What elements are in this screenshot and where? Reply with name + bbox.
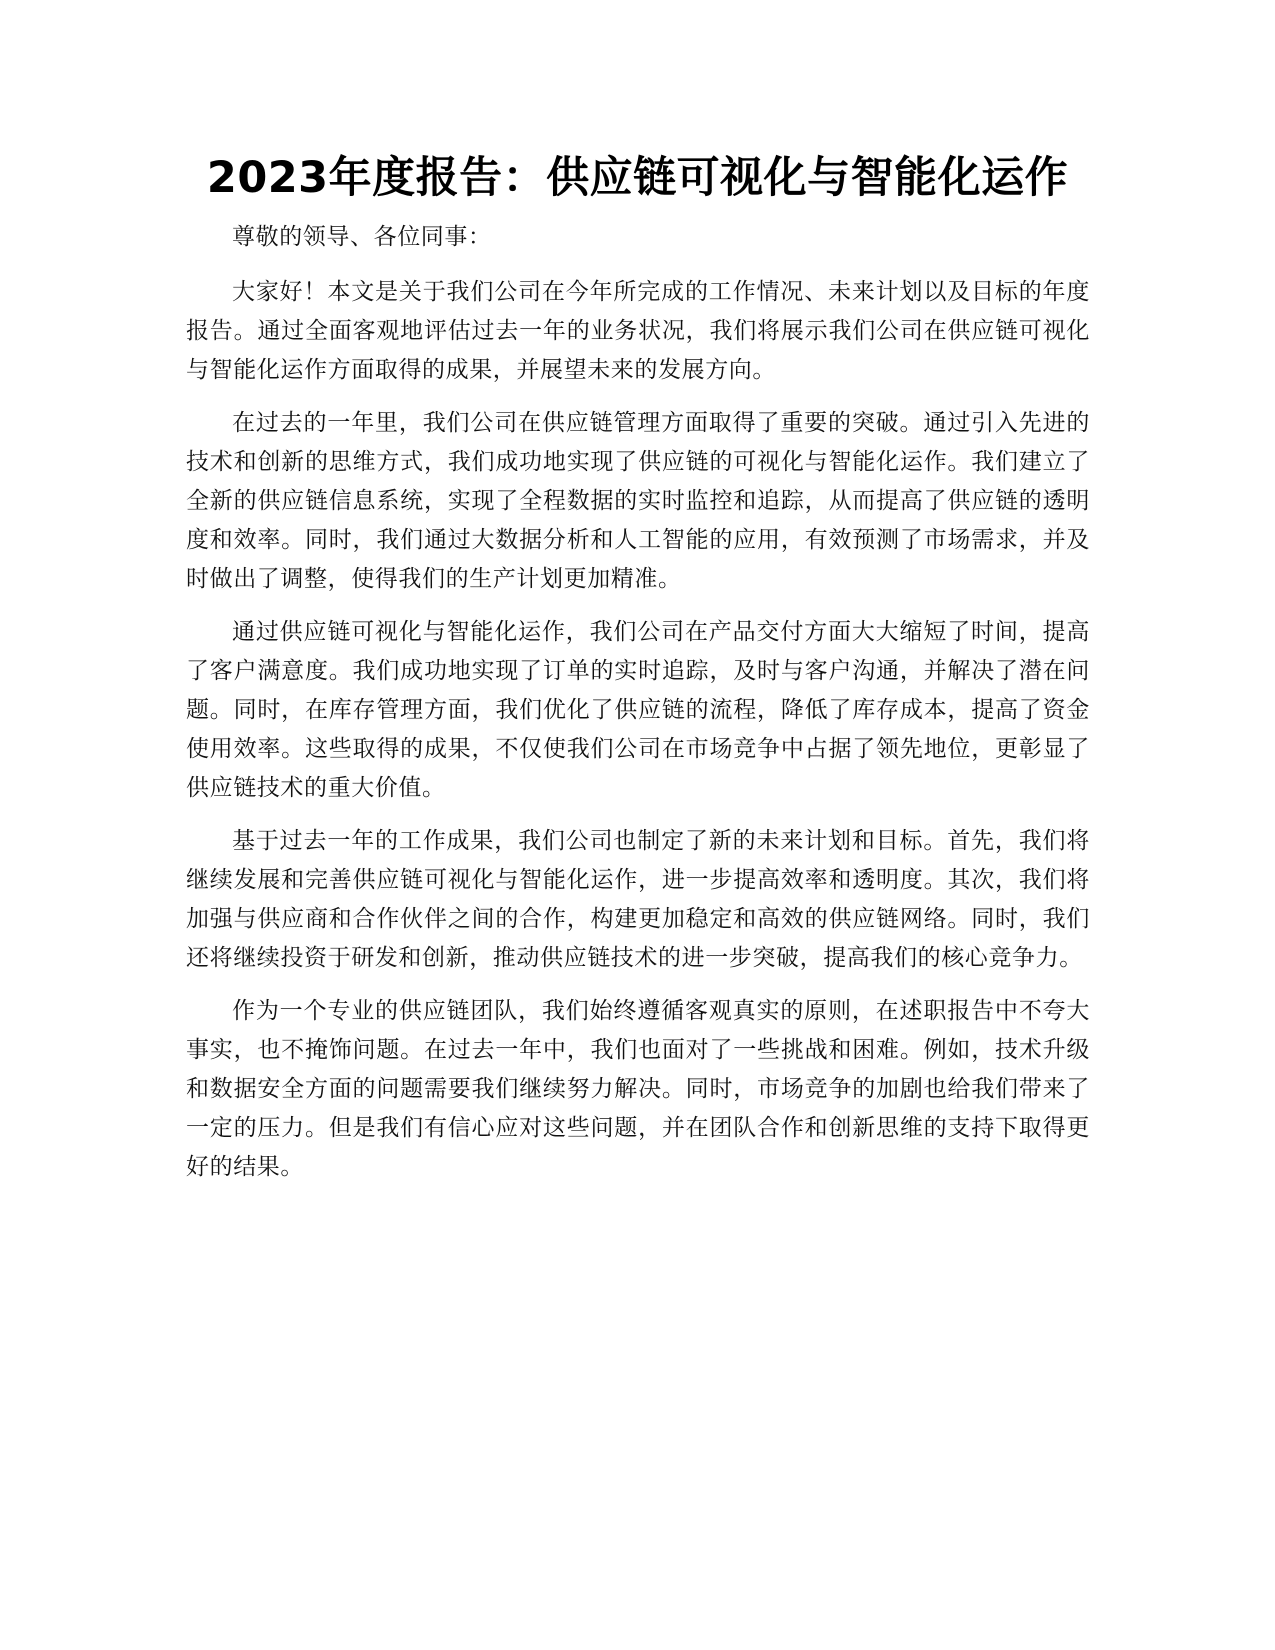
future-plans-paragraph: 基于过去一年的工作成果，我们公司也制定了新的未来计划和目标。首先，我们将继续发展和完善供应链可视化与智能化运作，进一步提高效率和透明度。其次，我们将加强与供应商和合作伙伴之间的合作，构建更加稳定和高效的供应链网络。同时，我们还将继续投资于研发和创新，推动供应链技术的进一步突破，提高我们的核心竞争力。 bbox=[186, 828, 1090, 971]
intro-paragraph: 大家好！本文是关于我们公司在今年所完成的工作情况、未来计划以及目标的年度报告。通过全面客观地评估过去一年的业务状况，我们将展示我们公司在供应链可视化与智能化运作方面取得的成果，并展望未来的发展方向。 bbox=[186, 279, 1090, 383]
results-paragraph: 通过供应链可视化与智能化运作，我们公司在产品交付方面大大缩短了时间，提高了客户满意度。我们成功地实现了订单的实时追踪，及时与客户沟通，并解决了潜在问题。同时，在库存管理方面，我们优化了供应链的流程，降低了库存成本，提高了资金使用效率。这些取得的成果，不仅使我们公司在市场竞争中占据了领先地位，更彰显了供应链技术的重大价值。 bbox=[186, 619, 1090, 801]
document-body bbox=[186, 218, 1090, 1201]
achievements-paragraph: 在过去的一年里，我们公司在供应链管理方面取得了重要的突破。通过引入先进的技术和创新的思维方式，我们成功地实现了供应链的可视化与智能化运作。我们建立了全新的供应链信息系统，实现了全程数据的实时监控和追踪，从而提高了供应链的透明度和效率。同时，我们通过大数据分析和人工智能的应用，有效预测了市场需求，并及时做出了调整，使得我们的生产计划更加精准。 bbox=[186, 410, 1090, 592]
document-title: 2023年度报告：供应链可视化与智能化运作 bbox=[206, 153, 1069, 203]
challenges-paragraph: 作为一个专业的供应链团队，我们始终遵循客观真实的原则，在述职报告中不夸大事实，也不掩饰问题。在过去一年中，我们也面对了一些挑战和困难。例如，技术升级和数据安全方面的问题需要我们继续努力解决。同时，市场竞争的加剧也给我们带来了一定的压力。但是我们有信心应对这些问题，并在团队合作和创新思维的支持下取得更好的结果。 bbox=[186, 998, 1090, 1180]
salutation-paragraph: 尊敬的领导、各位同事： bbox=[232, 224, 492, 250]
